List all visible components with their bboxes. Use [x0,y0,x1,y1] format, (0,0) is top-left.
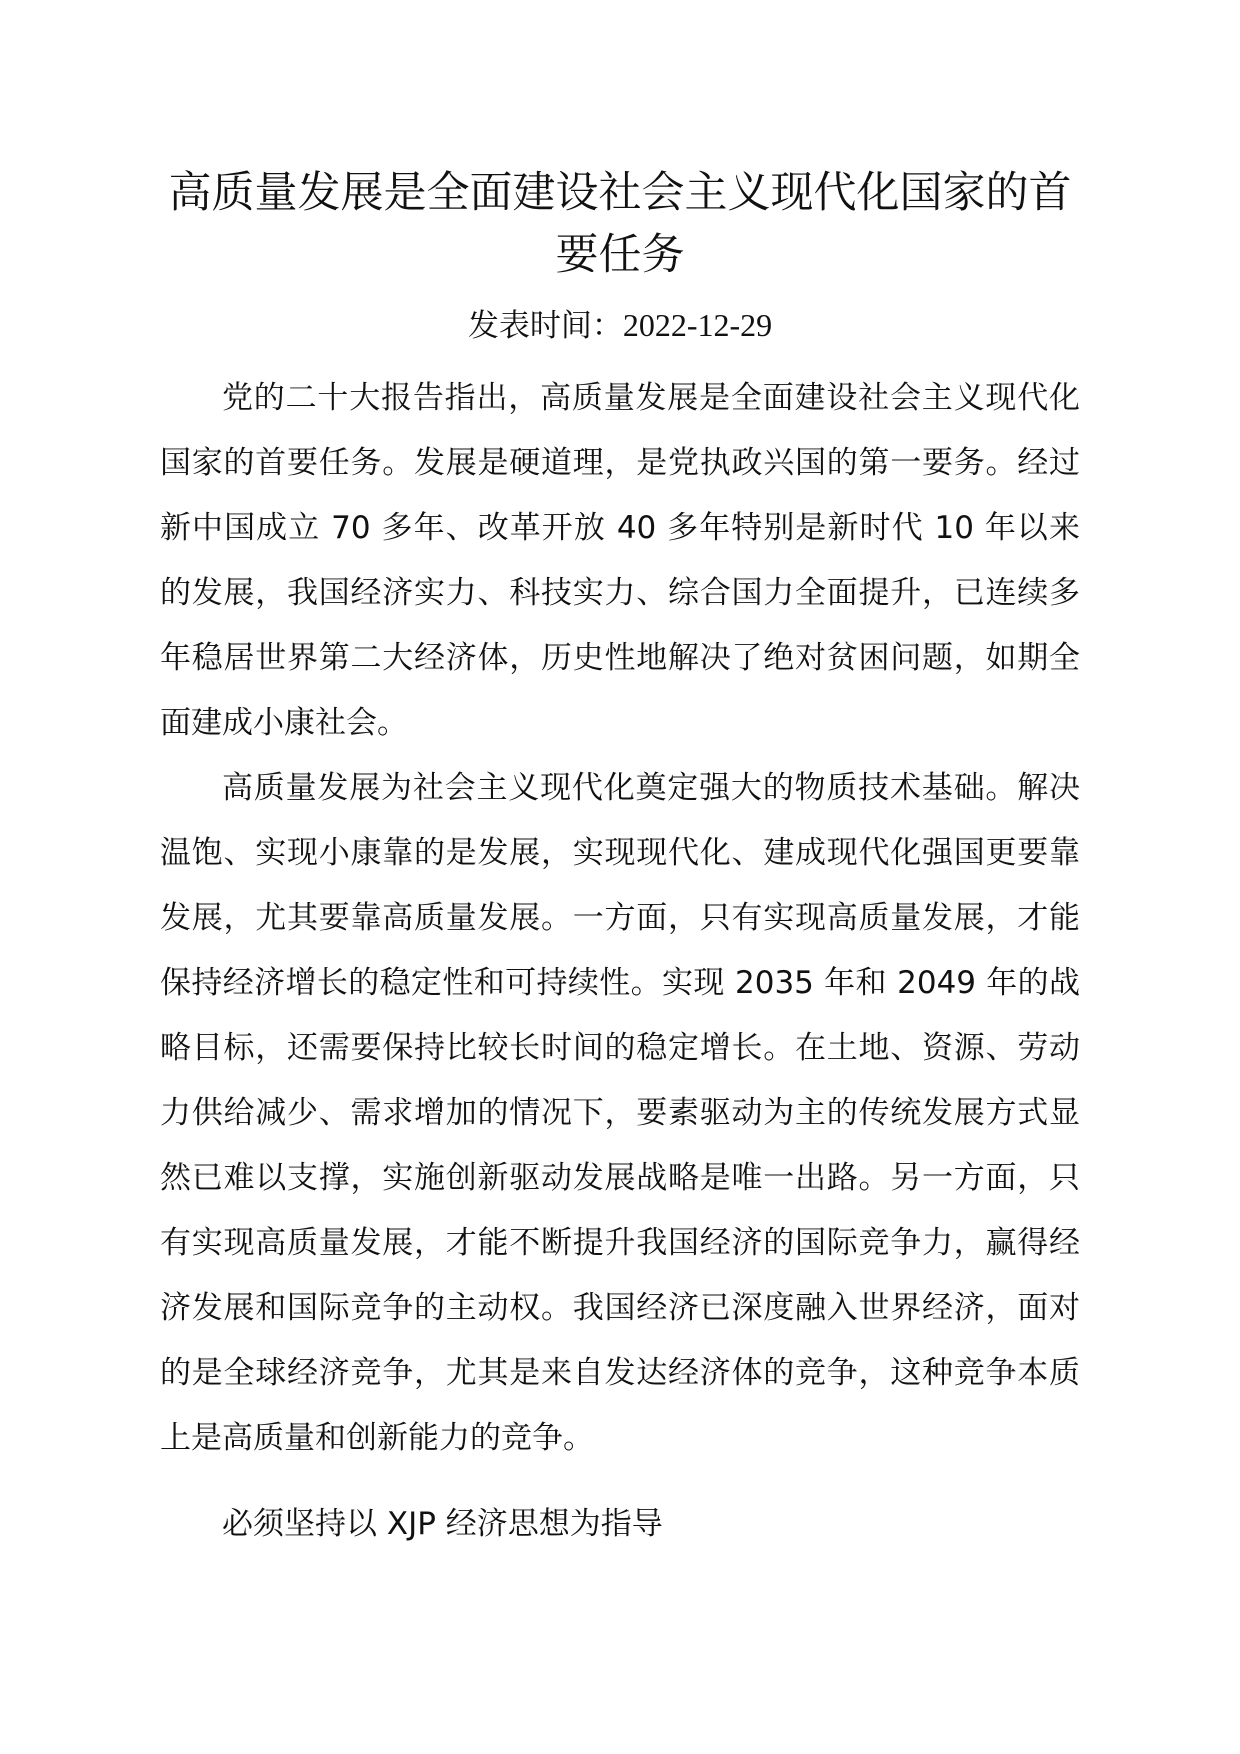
article-body [160,366,1080,1557]
publish-date [150,305,1090,346]
document-title: 高质量发展是全面建设社会主义现代化国家的首要任务 [168,168,1072,280]
publish-date-value: 2022-12-29 [622,307,773,343]
publish-date-label: 发表时间： [467,308,623,344]
paragraph: 党的二十大报告指出，高质量发展是全面建设社会主义现代化国家的首要任务。发展是硬道理，是党执政兴国的第一要务。经过新中国成立 70 多年、改革开放 40 多年特别是新时代 10 年以来的发展，我国经济实力、科技实力、综合国力全面提升，已连续多年稳居世界第二大经济体，历史性地解决了绝对贫困问题，如期全面建成小康社会。 [160,380,1080,741]
paragraph: 高质量发展为社会主义现代化奠定强大的物质技术基础。解决温饱、实现小康靠的是发展，实现现代化、建成现代化强国更要靠发展，尤其要靠高质量发展。一方面，只有实现高质量发展，才能保持经济增长的稳定性和可持续性。实现 2035 年和 2049 年的战略目标，还需要保持比较长时间的稳定增长。在土地、资源、劳动力供给减少、需求增加的情况下，要素驱动为主的传统发展方式显然已难以支撑，实施创新驱动发展战略是唯一出路。另一方面，只有实现高质量发展，才能不断提升我国经济的国际竞争力，赢得经济发展和国际竞争的主动权。我国经济已深度融入世界经济，面对的是全球经济竞争，尤其是来自发达经济体的竞争，这种竞争本质上是高质量和创新能力的竞争。 [160,770,1080,1456]
paragraph: 必须坚持以 XJP 经济思想为指导 [222,1506,663,1542]
